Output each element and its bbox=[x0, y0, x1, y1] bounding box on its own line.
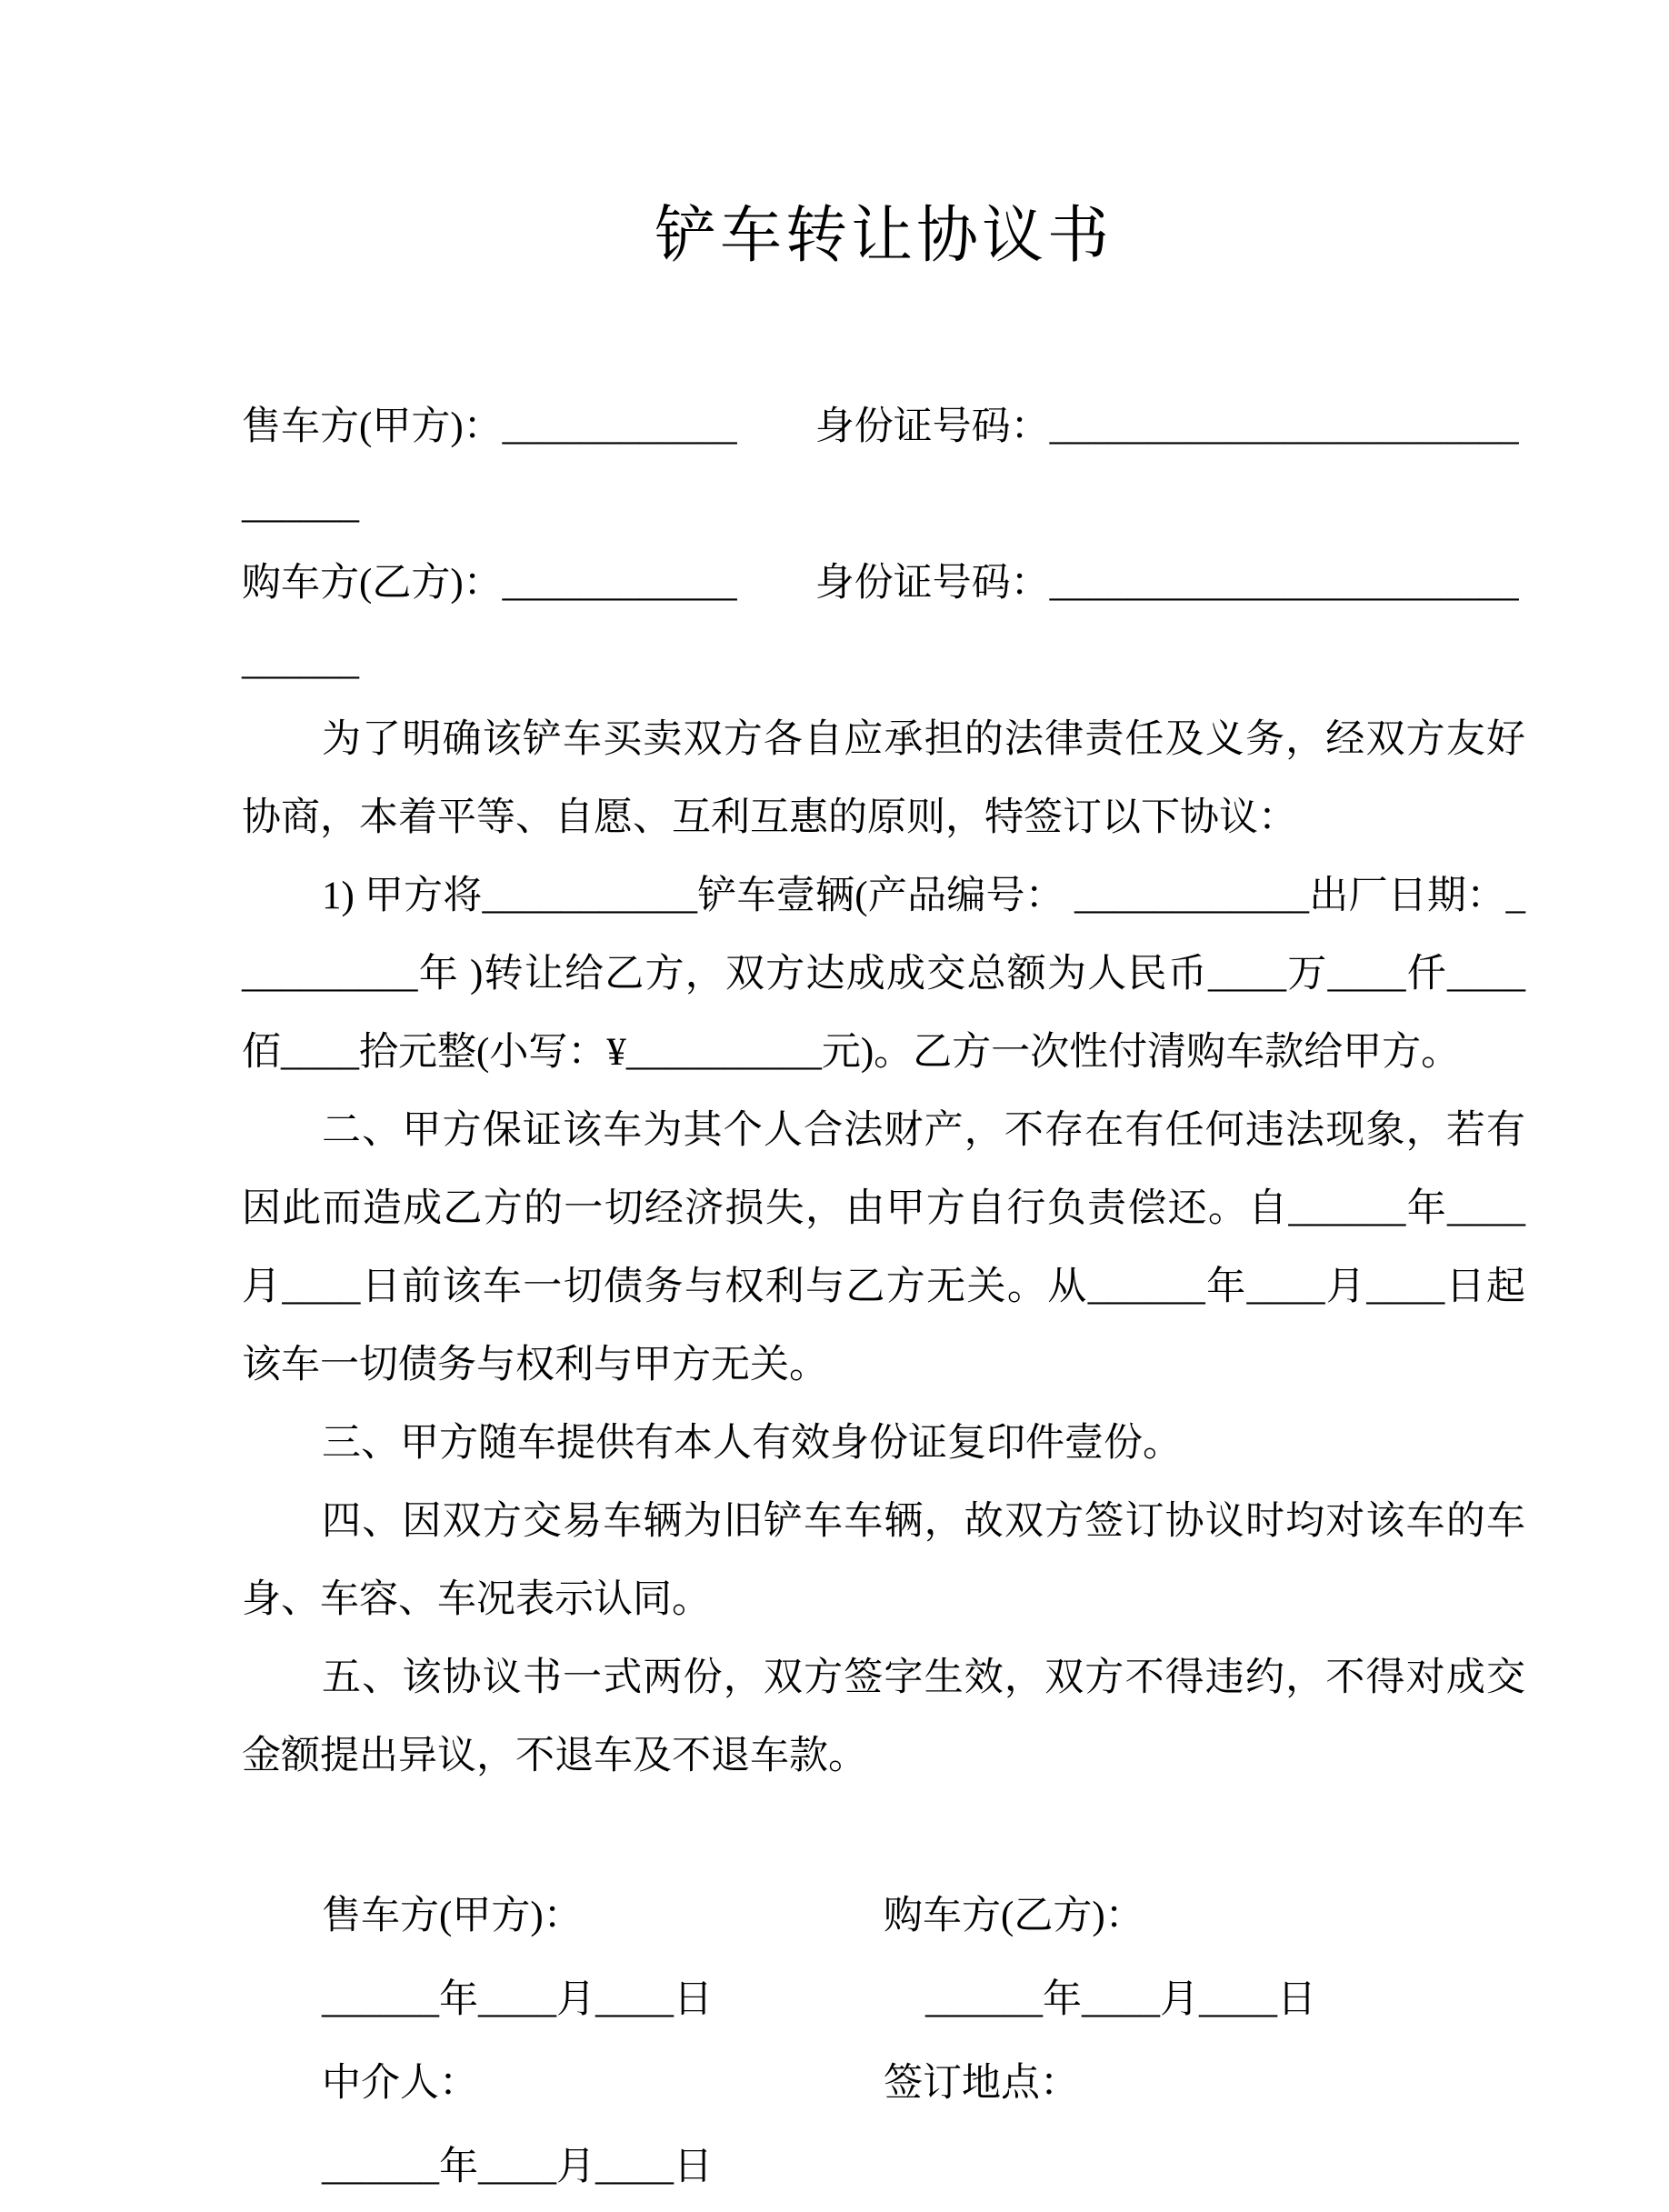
clause-1-paragraph: 1) 甲方将___________铲车壹辆(产品编号： ____________出厂日期：__________年 )转让给乙方，双方达成成交总额为人民币____万____仟____佰____拾元整(小写：¥__________元)。乙方一次性付清购车款给甲方。 bbox=[242, 875, 1525, 1074]
clause-3-paragraph: 三、甲方随车提供有本人有效身份证复印件壹份。 bbox=[322, 1422, 1182, 1465]
buyer-party-line: 购车方(乙方)：____________ 身份证号码：______________________________ bbox=[242, 562, 1519, 683]
intro-paragraph: 为了明确该铲车买卖双方各自应承担的法律责任及义务，经双方友好协商，本着平等、自愿、互利互惠的原则，特签订以下协议： bbox=[242, 718, 1525, 839]
seller-signature-label: 售车方(甲方)： bbox=[322, 1895, 583, 1937]
signing-place-label: 签订地点： bbox=[884, 2062, 1079, 2105]
clause-2-paragraph: 二、甲方保证该车为其个人合法财产，不存在有任何违法现象，若有因此而造成乙方的一切经济损失，由甲方自行负责偿还。自______年____月____日前该车一切债务与权利与乙方无关。从______年____月____日起该车一切债务与权利与甲方无关。 bbox=[242, 1109, 1525, 1386]
agent-date-line: ______年____月____日 bbox=[322, 2146, 713, 2188]
buyer-signature-label: 购车方(乙方)： bbox=[884, 1895, 1144, 1937]
signature-left-column bbox=[242, 1877, 884, 2212]
signature-block bbox=[242, 1877, 1525, 2212]
clause-4-paragraph: 四、因双方交易车辆为旧铲车车辆，故双方签订协议时均对该车的车身、车容、车况表示认同。 bbox=[242, 1500, 1525, 1621]
seller-party-line: 售车方(甲方)：____________ 身份证号码：______________________________ bbox=[242, 405, 1519, 526]
clause-5-paragraph: 五、该协议书一式两份，双方签字生效，双方不得违约，不得对成交金额提出异议，不退车及不退车款。 bbox=[242, 1656, 1525, 1777]
document-title: 铲车转让协议书 bbox=[654, 201, 1113, 270]
seller-signature-date-line: ______年____月____日 bbox=[322, 1978, 713, 2021]
buyer-signature-date-line: ______年____月____日 bbox=[925, 1978, 1316, 2021]
agent-label: 中介人： bbox=[322, 2062, 478, 2105]
signature-right-column bbox=[884, 1877, 1525, 2212]
